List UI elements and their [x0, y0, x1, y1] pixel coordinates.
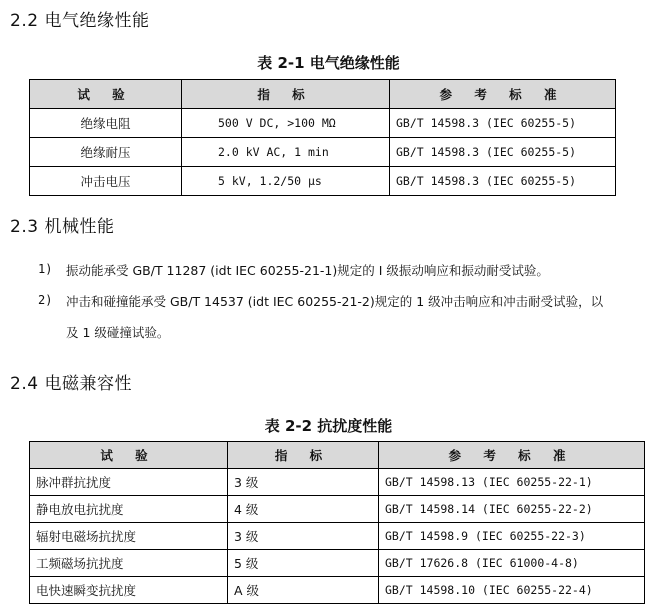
cell-test: 绝缘电阻: [30, 109, 182, 138]
list-item-text: 冲击和碰撞能承受 GB/T 14537 (idt IEC 60255-21-2)规定的 1 级冲击响应和冲击耐受试验，以: [66, 294, 604, 309]
cell-standard: GB/T 14598.13 (IEC 60255-22-1): [379, 469, 645, 496]
table-row: [30, 550, 645, 577]
header-test: 试 验: [30, 80, 182, 109]
table-row: [30, 496, 645, 523]
cell-test: 静电放电抗扰度: [30, 496, 228, 523]
cell-spec: A 级: [228, 577, 379, 604]
header-standard: 参 考 标 准: [379, 442, 645, 469]
section-heading-2-2: 2.2 电气绝缘性能: [10, 11, 150, 31]
cell-standard: GB/T 14598.9 (IEC 60255-22-3): [379, 523, 645, 550]
header-spec: 指 标: [182, 80, 390, 109]
cell-standard: GB/T 14598.10 (IEC 60255-22-4): [379, 577, 645, 604]
table-2-1-caption: 表 2-1 电气绝缘性能: [257, 54, 400, 72]
cell-test: 脉冲群抗扰度: [30, 469, 228, 496]
table-2-2: [29, 441, 645, 604]
header-test: 试 验: [30, 442, 228, 469]
cell-spec: 4 级: [228, 496, 379, 523]
cell-test: 绝缘耐压: [30, 138, 182, 167]
cell-test: 辐射电磁场抗扰度: [30, 523, 228, 550]
cell-spec: 3 级: [228, 523, 379, 550]
table-2-2-caption: 表 2-2 抗扰度性能: [264, 417, 393, 435]
cell-standard: GB/T 14598.14 (IEC 60255-22-2): [379, 496, 645, 523]
cell-spec: 5 级: [228, 550, 379, 577]
cell-spec: 2.0 kV AC, 1 min: [182, 138, 390, 167]
cell-standard: GB/T 14598.3 (IEC 60255-5): [390, 109, 616, 138]
table-row: [30, 167, 616, 196]
list-item-number: 2): [38, 293, 53, 307]
cell-spec: 5 kV, 1.2/50 μs: [182, 167, 390, 196]
header-spec: 指 标: [228, 442, 379, 469]
cell-test: 电快速瞬变抗扰度: [30, 577, 228, 604]
section-heading-2-3: 2.3 机械性能: [10, 217, 115, 237]
cell-standard: GB/T 17626.8 (IEC 61000-4-8): [379, 550, 645, 577]
header-standard: 参 考 标 准: [390, 80, 616, 109]
table-row: [30, 469, 645, 496]
list-item-text: 振动能承受 GB/T 11287 (idt IEC 60255-21-1)规定的 I 级振动响应和振动耐受试验。: [66, 263, 549, 278]
cell-test: 工频磁场抗扰度: [30, 550, 228, 577]
cell-test: 冲击电压: [30, 167, 182, 196]
list-item-number: 1): [38, 262, 53, 276]
table-row: [30, 577, 645, 604]
cell-spec: 500 V DC, >100 MΩ: [182, 109, 390, 138]
cell-spec: 3 级: [228, 469, 379, 496]
cell-standard: GB/T 14598.3 (IEC 60255-5): [390, 138, 616, 167]
table-header-row: [30, 442, 645, 469]
section-heading-2-4: 2.4 电磁兼容性: [10, 374, 132, 394]
table-2-1: [29, 79, 616, 196]
cell-standard: GB/T 14598.3 (IEC 60255-5): [390, 167, 616, 196]
list-item-text-continued: 及 1 级碰撞试验。: [66, 325, 170, 340]
table-row: [30, 138, 616, 167]
table-header-row: [30, 80, 616, 109]
table-row: [30, 523, 645, 550]
table-row: [30, 109, 616, 138]
